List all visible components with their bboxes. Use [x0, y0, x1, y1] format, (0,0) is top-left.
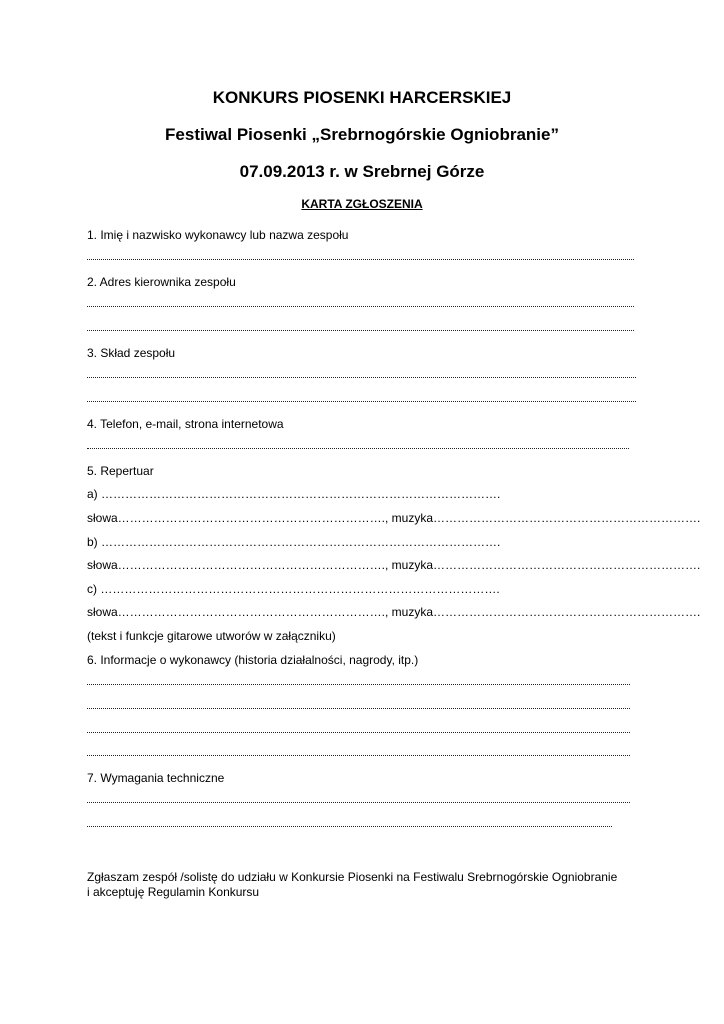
repertoire-attachment-note: (tekst i funkcje gitarowe utworów w załączniku)	[87, 629, 336, 643]
performer-info-entry-line-2[interactable]	[87, 708, 630, 709]
repertoire-song-c-credits[interactable]: słowa…………………………………………………………., muzyka………………………………………………………….	[87, 605, 701, 619]
festival-name: Festiwal Piosenki „Srebrnogórskie Ogniobranie”	[165, 125, 559, 144]
technical-requirements-entry-line-2[interactable]	[87, 826, 612, 827]
contact-entry-line[interactable]	[87, 448, 629, 449]
leader-address-entry-line-1[interactable]	[87, 306, 634, 307]
technical-requirements-entry-line-1[interactable]	[87, 802, 630, 803]
field-leader-address-label: 2. Adres kierownika zespołu	[87, 275, 236, 289]
repertoire-song-c[interactable]: c) ……………………………………………………………………………………….	[87, 582, 500, 596]
field-performer-name-label: 1. Imię i nazwisko wykonawcy lub nazwa zespołu	[87, 228, 349, 242]
date-and-place: 07.09.2013 r. w Srebrnej Górze	[239, 162, 485, 181]
band-members-entry-line-1[interactable]	[87, 377, 636, 378]
form-title: KARTA ZGŁOSZENIA	[301, 197, 423, 211]
performer-name-entry-line[interactable]	[87, 259, 634, 260]
declaration-text	[87, 870, 647, 900]
field-performer-info-label: 6. Informacje o wykonawcy (historia działalności, nagrody, itp.)	[87, 653, 419, 667]
performer-info-entry-line-1[interactable]	[87, 684, 630, 685]
performer-info-entry-line-4[interactable]	[87, 755, 630, 756]
repertoire-song-a-credits[interactable]: słowa…………………………………………………………., muzyka………………………………………………………….	[87, 511, 701, 525]
repertoire-song-a[interactable]: a) ……………………………………………………………………………………….	[87, 487, 501, 501]
field-contact-label: 4. Telefon, e-mail, strona internetowa	[87, 417, 284, 431]
field-technical-requirements-label: 7. Wymagania techniczne	[87, 771, 225, 785]
repertoire-song-b-credits[interactable]: słowa…………………………………………………………., muzyka………………………………………………………….	[87, 558, 701, 572]
field-repertoire-label: 5. Repertuar	[87, 464, 154, 478]
leader-address-entry-line-2[interactable]	[87, 330, 634, 331]
performer-info-entry-line-3[interactable]	[87, 732, 630, 733]
declaration-line-2: i akceptuję Regulamin Konkursu	[87, 885, 260, 899]
field-band-members-label: 3. Skład zespołu	[87, 346, 176, 360]
band-members-entry-line-2[interactable]	[87, 401, 636, 402]
declaration-line-1: Zgłaszam zespół /solistę do udziału w Konkursie Piosenki na Festiwalu Srebrnogórskie Ogniobranie	[87, 870, 618, 884]
repertoire-song-b[interactable]: b) ……………………………………………………………………………………….	[87, 535, 501, 549]
contest-title: KONKURS PIOSENKI HARCERSKIEJ	[212, 88, 512, 107]
